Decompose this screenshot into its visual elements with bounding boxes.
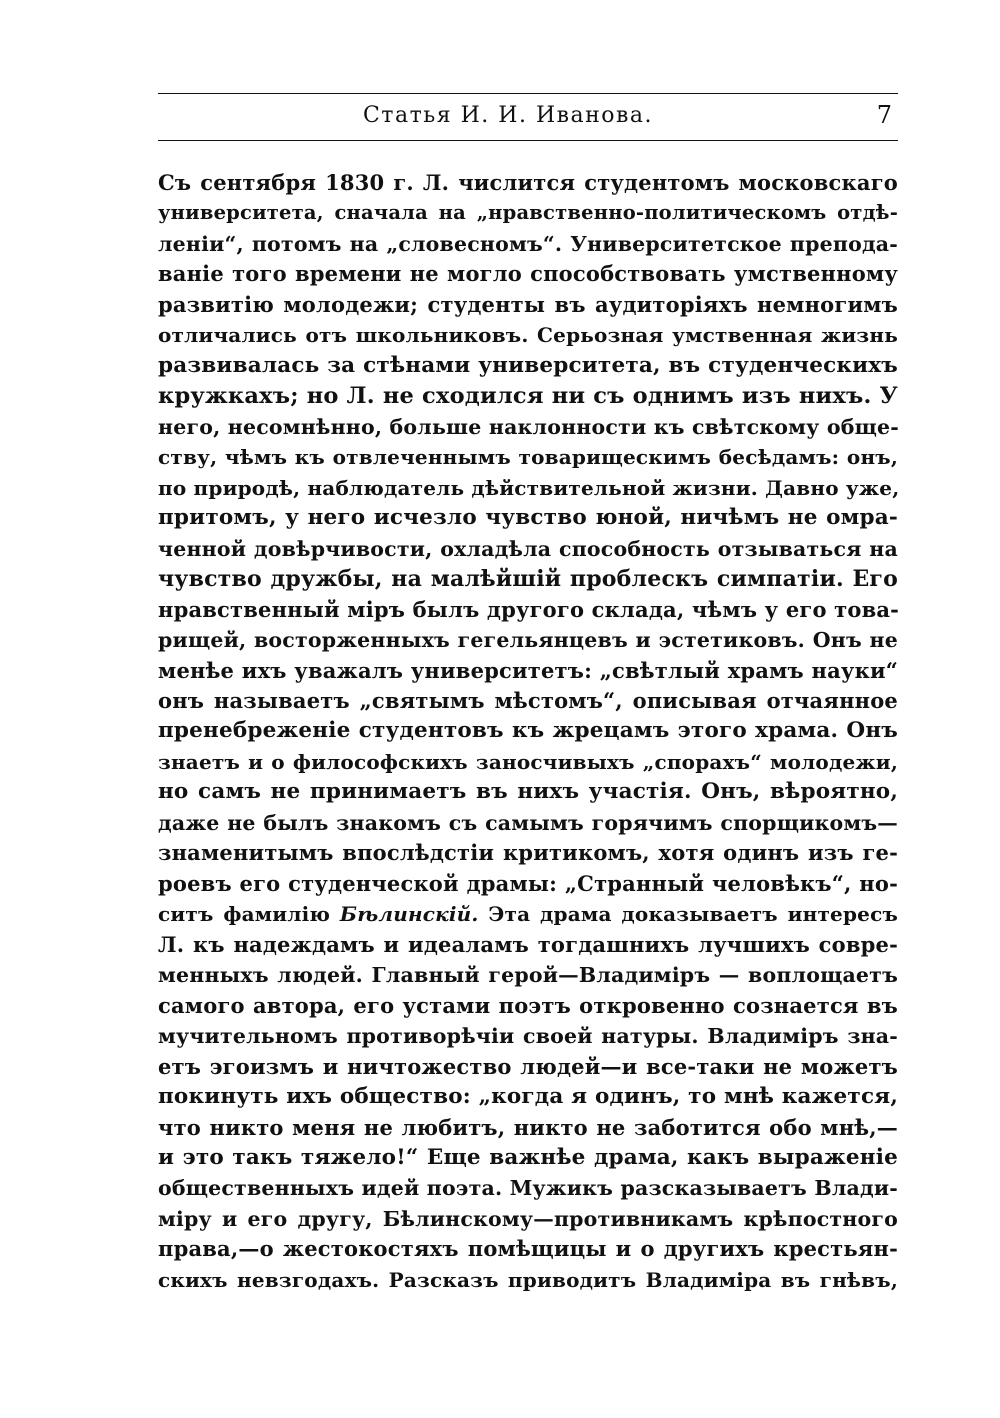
text-segment: ситъ фамилію [158, 902, 340, 927]
text-line: отличались отъ школьниковъ. Серьозная умственная жизнь [158, 323, 898, 348]
running-header [158, 93, 898, 145]
text-line: самого автора, его устами поэтъ откровенно сознается въ [158, 992, 898, 1018]
text-line: міру и его другу, Бѣлинскому—противникамъ крѣпостного [158, 1206, 898, 1231]
text-line: покинуть ихъ общество: „когда я одинъ, то мнѣ кажется, [158, 1084, 898, 1110]
text-line: и это такъ тяжело!“ Еще важнѣе драма, какъ выраженіе [158, 1145, 898, 1170]
text-line: знаетъ и о философскихъ заносчивыхъ „спорахъ“ молодежи, [158, 749, 898, 774]
text-line: что никто меня не любитъ, никто не заботится обо мнѣ,— [158, 1114, 898, 1140]
text-segment: Эта драма доказываетъ интересъ [478, 902, 898, 927]
text-line: общественныхъ идей поэта. Мужикъ разсказываетъ Влади- [158, 1176, 898, 1201]
text-line: Л. къ надеждамъ и идеаламъ тогдашнихъ лучшихъ совре- [158, 931, 898, 957]
text-line: но самъ не принимаетъ въ нихъ участія. Онъ, вѣроятно, [158, 779, 898, 805]
text-line: права,—о жестокостяхъ помѣщицы и о другихъ крестьян- [158, 1236, 898, 1262]
text-line: етъ эгоизмъ и ничтожество людей—и все-таки не можетъ [158, 1053, 898, 1079]
page-number: 7 [876, 101, 892, 129]
text-line: даже не былъ знакомъ съ самымъ горячимъ спорщикомъ— [158, 810, 898, 835]
text-line: него, несомнѣнно, больше наклонности къ свѣтскому обще- [158, 414, 899, 439]
text-line: ваніе того времени не могло способствовать умственному [158, 261, 898, 287]
text-line: менныхъ людей. Главный герой—Владиміръ — воплощаетъ [158, 963, 898, 988]
text-line: развивалась за стѣнами университета, въ студенческихъ [158, 352, 898, 378]
header-top-rule [158, 93, 898, 94]
text-line: Съ сентября 1830 г. Л. числится студентомъ московскаго [158, 170, 898, 195]
text-line: нравственный міръ былъ другого склада, чѣмъ у его това- [158, 596, 900, 622]
text-line: кружкахъ; но Л. не сходился ни съ однимъ изъ нихъ. У [158, 383, 898, 410]
italic-name: Бѣлинскій. [339, 902, 479, 927]
text-line: пренебреженіе студентовъ къ жрецамъ этого храма. Онъ [158, 718, 898, 744]
text-line-with-italic [158, 899, 898, 929]
text-line: мучительномъ противорѣчіи своей натуры. Владиміръ зна- [158, 1024, 898, 1049]
text-line: притомъ, у него исчезло чувство юной, ничѣмъ не омра- [158, 505, 898, 531]
text-line: университета, сначала на „нравственно-политическомъ отдѣ- [158, 201, 898, 225]
body-text [158, 168, 898, 1295]
header-title: Статья И. И. Иванова. [362, 103, 654, 128]
header-bottom-rule [158, 140, 898, 141]
text-line: ченной довѣрчивости, охладѣла способность отзываться на [158, 536, 898, 561]
text-line: ству, чѣмъ къ отвлеченнымъ товарищескимъ бесѣдамъ: онъ, [158, 445, 898, 470]
text-line: знаменитымъ впослѣдстіи критикомъ, хотя одинъ изъ ге- [158, 840, 898, 866]
text-line: менѣе ихъ уважалъ университетъ: „свѣтлый храмъ науки“ [158, 657, 898, 683]
text-line: развитію молодежи; студенты въ аудиторіяхъ немногимъ [158, 291, 898, 317]
text-line: чувство дружбы, на малѣйшій проблескъ симпатіи. Его [158, 566, 898, 593]
text-line: по природѣ, наблюдатель дѣйствительной жизни. Давно уже, [158, 475, 900, 500]
text-line: рищей, восторженныхъ гегельянцевъ и эстетиковъ. Онъ не [158, 628, 898, 653]
text-line: онъ называетъ „святымъ мѣстомъ“, описывая отчаянное [158, 687, 898, 713]
text-line: роевъ его студенческой драмы: „Странный человѣкъ“, но- [158, 870, 898, 896]
text-line: леніи“, потомъ на „словесномъ“. Университетское препода- [158, 231, 898, 256]
text-line: скихъ невзгодахъ. Разсказъ приводитъ Владиміра въ гнѣвъ, [158, 1267, 898, 1292]
